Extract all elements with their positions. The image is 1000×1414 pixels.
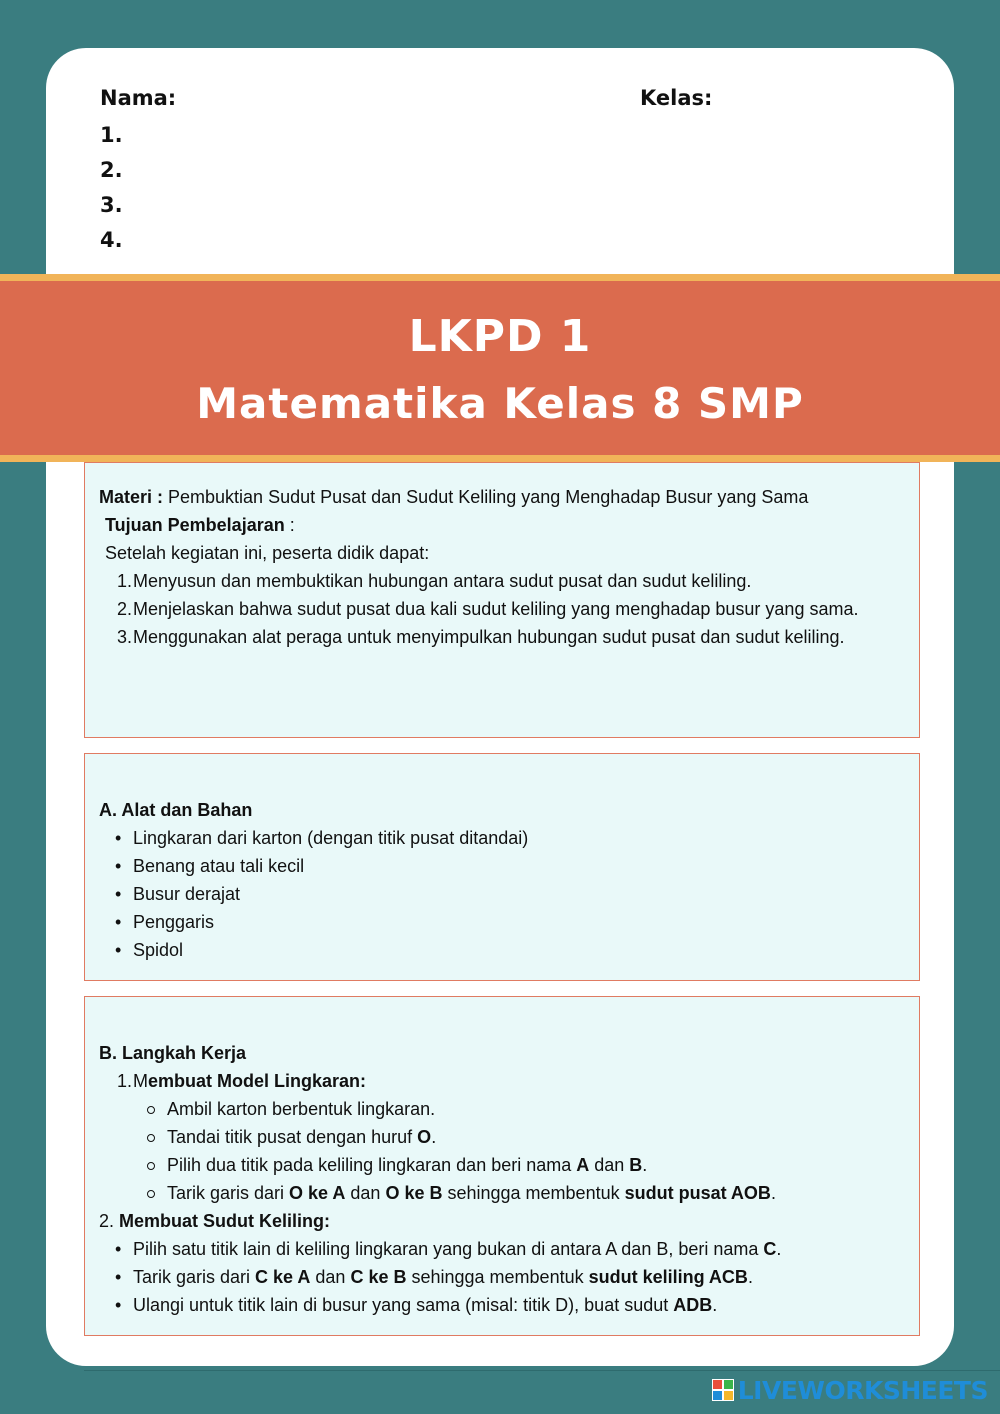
list-item: • Busur derajat	[133, 880, 905, 908]
liveworksheets-logo[interactable]	[712, 1376, 988, 1404]
step1-list	[99, 1095, 905, 1207]
list-item: • Pilih satu titik lain di keliling lingkaran yang bukan di antara A dan B, beri nama C.	[133, 1235, 905, 1263]
banner-subtitle: Matematika Kelas 8 SMP	[196, 379, 804, 428]
name-number-list	[100, 122, 123, 262]
banner-title: LKPD 1	[408, 311, 592, 362]
langkah-box	[84, 996, 920, 1336]
list-item: Tandai titik pusat dengan huruf O.	[167, 1123, 905, 1151]
logo-square	[723, 1379, 734, 1390]
kelas-label: Kelas:	[640, 86, 713, 110]
list-item: 2. Menjelaskan bahwa sudut pusat dua kali sudut keliling yang menghadap busur yang sama.	[117, 599, 859, 619]
nama-label: Nama:	[100, 86, 177, 110]
title-banner	[0, 281, 1000, 455]
list-item: • Spidol	[133, 936, 905, 964]
step2-list	[99, 1235, 905, 1319]
logo-square	[712, 1390, 723, 1401]
brand-name: LIVEWORKSHEETS	[737, 1375, 988, 1405]
logo-square	[712, 1379, 723, 1390]
langkah-heading: B. Langkah Kerja	[99, 1043, 247, 1063]
step1-title: 1. Membuat Model Lingkaran:	[117, 1071, 367, 1091]
list-item: 3. Menggunakan alat peraga untuk menyimpulkan hubungan sudut pusat dan sudut keliling.	[117, 627, 845, 647]
list-item: • Benang atau tali kecil	[133, 852, 905, 880]
alat-heading: A. Alat dan Bahan	[99, 800, 253, 820]
list-item: • Tarik garis dari C ke A dan C ke B sehingga membentuk sudut keliling ACB.	[133, 1263, 905, 1291]
tujuan-lead: Setelah kegiatan ini, peserta didik dapat:	[105, 543, 430, 563]
tujuan-label: Tujuan Pembelajaran	[105, 515, 285, 535]
list-item: • Ulangi untuk titik lain di busur yang sama (misal: titik D), buat sudut ADB.	[133, 1291, 905, 1319]
intro-box	[84, 462, 920, 738]
materi-text: Pembuktian Sudut Pusat dan Sudut Keliling yang Menghadap Busur yang Sama	[163, 487, 809, 507]
objectives-list	[99, 567, 905, 651]
tujuan-line: Tujuan Pembelajaran :	[105, 515, 295, 535]
logo-grid-icon	[712, 1379, 734, 1401]
alat-list	[99, 824, 905, 964]
materi-line	[99, 483, 905, 511]
name-number: 3.	[100, 193, 123, 217]
list-item: • Lingkaran dari karton (dengan titik pusat ditandai)	[133, 824, 905, 852]
name-number: 2.	[100, 158, 123, 182]
list-item: • Penggaris	[133, 908, 905, 936]
logo-square	[723, 1390, 734, 1401]
step1	[99, 1067, 905, 1095]
footer-divider	[84, 1370, 1000, 1371]
step2-title: 2. Membuat Sudut Keliling:	[99, 1211, 331, 1231]
materi-label: Materi :	[99, 487, 164, 507]
list-item: 1. Menyusun dan membuktikan hubungan antara sudut pusat dan sudut keliling.	[117, 571, 752, 591]
list-item: Pilih dua titik pada keliling lingkaran dan beri nama A dan B.	[167, 1151, 905, 1179]
name-number: 1.	[100, 123, 123, 147]
list-item: Tarik garis dari O ke A dan O ke B sehingga membentuk sudut pusat AOB.	[167, 1179, 905, 1207]
alat-box	[84, 753, 920, 981]
name-number: 4.	[100, 228, 123, 252]
list-item: Ambil karton berbentuk lingkaran.	[167, 1095, 905, 1123]
